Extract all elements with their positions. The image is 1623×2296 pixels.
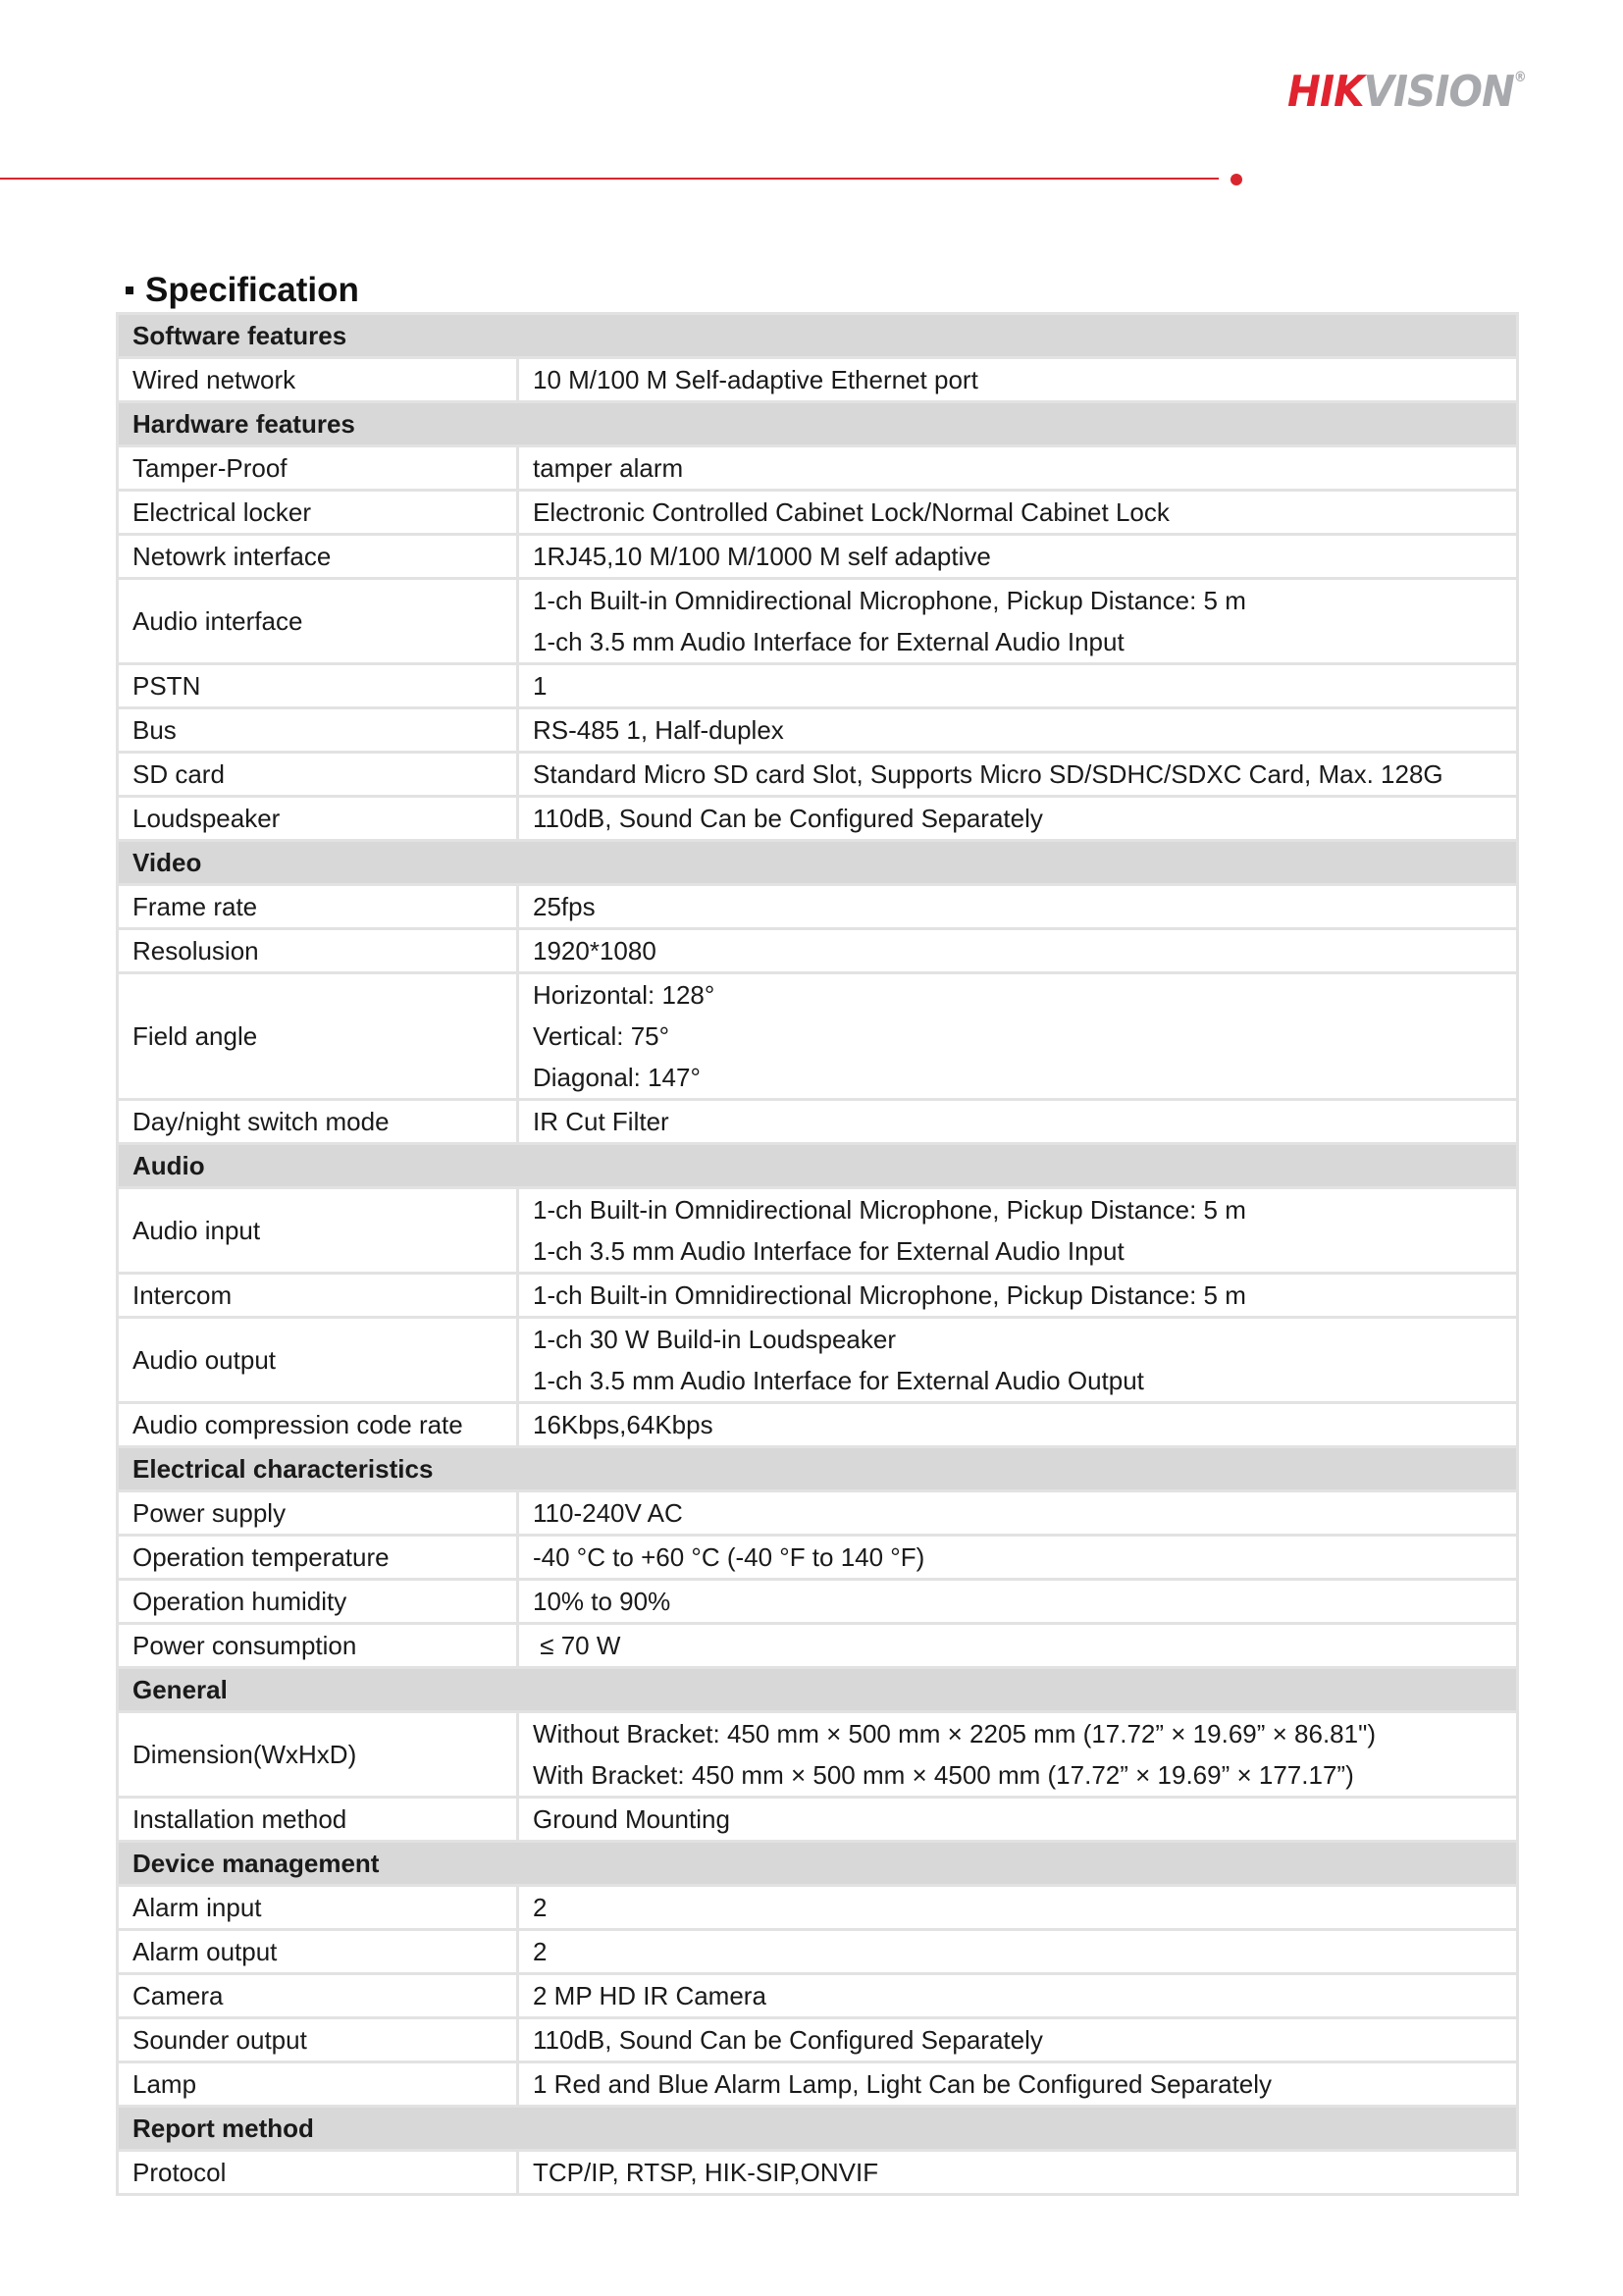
spec-value	[518, 1580, 1518, 1624]
spec-label: Audio output	[118, 1318, 518, 1403]
table-row	[118, 2151, 1518, 2195]
table-row	[118, 1712, 1518, 1798]
header-divider-line	[0, 178, 1219, 180]
spec-label: Sounder output	[118, 2018, 518, 2062]
spec-value-line: 1-ch Built-in Omnidirectional Microphone, Pickup Distance: 5 m	[533, 1280, 1246, 1310]
spec-value-line: 1-ch 3.5 mm Audio Interface for External Audio Input	[533, 627, 1125, 656]
spec-value-line: IR Cut Filter	[533, 1107, 669, 1136]
table-row	[118, 1974, 1518, 2018]
spec-value-line: 16Kbps,64Kbps	[533, 1410, 713, 1439]
spec-label: Alarm output	[118, 1930, 518, 1974]
spec-value	[518, 1886, 1518, 1930]
spec-group-title: Audio	[118, 1144, 1518, 1188]
spec-value-line: 1-ch 30 W Build-in Loudspeaker	[533, 1325, 896, 1354]
spec-label: Audio compression code rate	[118, 1403, 518, 1447]
spec-value	[518, 1491, 1518, 1536]
spec-value-line: TCP/IP, RTSP, HIK-SIP,ONVIF	[533, 2158, 879, 2187]
spec-value	[518, 535, 1518, 579]
spec-label: Dimension(WxHxD)	[118, 1712, 518, 1798]
spec-value-line: 1-ch Built-in Omnidirectional Microphone, Pickup Distance: 5 m	[533, 586, 1246, 615]
spec-label: Alarm input	[118, 1886, 518, 1930]
spec-group-title: Software features	[118, 314, 1518, 358]
table-row	[118, 1100, 1518, 1144]
spec-value	[518, 1712, 1518, 1798]
table-row	[118, 664, 1518, 708]
section-heading	[126, 267, 359, 314]
spec-value	[518, 358, 1518, 402]
section-title: Specification	[145, 271, 359, 309]
spec-value-line: 10% to 90%	[533, 1587, 671, 1616]
spec-value-line: Ground Mounting	[533, 1804, 730, 1834]
spec-value-line: Electronic Controlled Cabinet Lock/Normal Cabinet Lock	[533, 497, 1170, 527]
table-row	[118, 708, 1518, 753]
spec-value	[518, 1624, 1518, 1668]
table-row	[118, 1624, 1518, 1668]
spec-label: Protocol	[118, 2151, 518, 2195]
logo-hik-text: HIK	[1287, 67, 1364, 117]
spec-value	[518, 2018, 1518, 2062]
spec-label: Power supply	[118, 1491, 518, 1536]
bullet-square-icon	[126, 287, 133, 294]
spec-value	[518, 753, 1518, 797]
spec-value-line: 1920*1080	[533, 936, 656, 965]
spec-value-line: -40 °C to +60 °C (-40 °F to 140 °F)	[533, 1542, 925, 1572]
spec-value-line: Without Bracket: 450 mm × 500 mm × 2205 mm (17.72” × 19.69” × 86.81")	[533, 1719, 1376, 1748]
spec-group-title: Report method	[118, 2107, 1518, 2151]
spec-value-line: 1RJ45,10 M/100 M/1000 M self adaptive	[533, 542, 991, 571]
spec-label: Electrical locker	[118, 491, 518, 535]
spec-value	[518, 446, 1518, 491]
spec-value-line: ≤ 70 W	[533, 1631, 621, 1660]
spec-value-line: Horizontal: 128°	[533, 980, 715, 1010]
spec-label: Lamp	[118, 2062, 518, 2107]
table-row	[118, 973, 1518, 1100]
spec-value-line: With Bracket: 450 mm × 500 mm × 4500 mm (17.72” × 19.69” × 177.17”)	[533, 1760, 1354, 1790]
table-row	[118, 1403, 1518, 1447]
table-row	[118, 358, 1518, 402]
table-row	[118, 1536, 1518, 1580]
spec-value-line: 10 M/100 M Self-adaptive Ethernet port	[533, 365, 978, 394]
table-row	[118, 1318, 1518, 1403]
spec-value	[518, 1403, 1518, 1447]
table-row	[118, 753, 1518, 797]
table-row	[118, 2018, 1518, 2062]
spec-group-header	[118, 402, 1518, 446]
spec-value-line: Standard Micro SD card Slot, Supports Micro SD/SDHC/SDXC Card, Max. 128G	[533, 759, 1443, 789]
spec-value-line: 110dB, Sound Can be Configured Separately	[533, 804, 1043, 833]
spec-label: Day/night switch mode	[118, 1100, 518, 1144]
spec-label: Netowrk interface	[118, 535, 518, 579]
spec-label: Intercom	[118, 1274, 518, 1318]
spec-label: Frame rate	[118, 885, 518, 929]
table-row	[118, 1798, 1518, 1842]
spec-label: Operation humidity	[118, 1580, 518, 1624]
spec-label: Loudspeaker	[118, 797, 518, 841]
spec-value-line: 1	[533, 671, 548, 701]
table-row	[118, 1580, 1518, 1624]
spec-label: SD card	[118, 753, 518, 797]
spec-label: PSTN	[118, 664, 518, 708]
spec-value-line: RS-485 1, Half-duplex	[533, 715, 784, 745]
spec-label: Field angle	[118, 973, 518, 1100]
spec-group-header	[118, 314, 1518, 358]
spec-value	[518, 708, 1518, 753]
spec-value-line: 1-ch Built-in Omnidirectional Microphone, Pickup Distance: 5 m	[533, 1195, 1246, 1225]
spec-value-line: Diagonal: 147°	[533, 1063, 701, 1092]
spec-value-line: tamper alarm	[533, 453, 684, 483]
spec-group-title: Electrical characteristics	[118, 1447, 1518, 1491]
spec-label: Operation temperature	[118, 1536, 518, 1580]
table-row	[118, 535, 1518, 579]
table-row	[118, 1188, 1518, 1274]
table-row	[118, 885, 1518, 929]
spec-value-line: 2	[533, 1937, 548, 1966]
spec-value	[518, 929, 1518, 973]
table-row	[118, 1886, 1518, 1930]
table-row	[118, 491, 1518, 535]
spec-group-title: General	[118, 1668, 1518, 1712]
spec-value	[518, 885, 1518, 929]
spec-value	[518, 1974, 1518, 2018]
spec-label: Audio interface	[118, 579, 518, 664]
spec-label: Tamper-Proof	[118, 446, 518, 491]
table-row	[118, 446, 1518, 491]
spec-value	[518, 1930, 1518, 1974]
spec-value	[518, 2151, 1518, 2195]
hikvision-logo	[1287, 67, 1526, 117]
spec-group-header	[118, 1842, 1518, 1886]
table-row	[118, 1274, 1518, 1318]
spec-value	[518, 579, 1518, 664]
spec-group-header	[118, 1144, 1518, 1188]
table-row	[118, 1491, 1518, 1536]
spec-value-line: 1 Red and Blue Alarm Lamp, Light Can be Configured Separately	[533, 2069, 1273, 2099]
table-row	[118, 579, 1518, 664]
spec-group-header	[118, 841, 1518, 885]
spec-label: Installation method	[118, 1798, 518, 1842]
spec-value	[518, 1274, 1518, 1318]
header-divider-dot	[1230, 174, 1242, 185]
spec-value-line: 1-ch 3.5 mm Audio Interface for External Audio Output	[533, 1366, 1144, 1395]
spec-value-line: 2 MP HD IR Camera	[533, 1981, 766, 2010]
spec-value	[518, 2062, 1518, 2107]
table-row	[118, 797, 1518, 841]
spec-value	[518, 973, 1518, 1100]
spec-value	[518, 1318, 1518, 1403]
spec-value-line: 25fps	[533, 892, 596, 921]
spec-value	[518, 1536, 1518, 1580]
spec-value-line: 110-240V AC	[533, 1498, 683, 1528]
spec-value	[518, 491, 1518, 535]
spec-value-line: 110dB, Sound Can be Configured Separately	[533, 2025, 1043, 2055]
logo-registered-mark: ®	[1513, 70, 1526, 85]
spec-label: Camera	[118, 1974, 518, 2018]
spec-label: Power consumption	[118, 1624, 518, 1668]
spec-label: Audio input	[118, 1188, 518, 1274]
spec-label: Bus	[118, 708, 518, 753]
spec-value	[518, 1798, 1518, 1842]
spec-value	[518, 797, 1518, 841]
spec-label: Resolusion	[118, 929, 518, 973]
spec-group-header	[118, 2107, 1518, 2151]
spec-label: Wired network	[118, 358, 518, 402]
table-row	[118, 2062, 1518, 2107]
spec-value	[518, 664, 1518, 708]
spec-group-header	[118, 1447, 1518, 1491]
spec-group-title: Hardware features	[118, 402, 1518, 446]
spec-value-line: 2	[533, 1893, 548, 1922]
spec-group-header	[118, 1668, 1518, 1712]
spec-value	[518, 1188, 1518, 1274]
spec-value	[518, 1100, 1518, 1144]
specification-table	[116, 312, 1519, 2196]
spec-group-title: Video	[118, 841, 1518, 885]
spec-group-title: Device management	[118, 1842, 1518, 1886]
logo-vision-text: VISION	[1363, 67, 1514, 117]
table-row	[118, 929, 1518, 973]
table-row	[118, 1930, 1518, 1974]
spec-value-line: 1-ch 3.5 mm Audio Interface for External Audio Input	[533, 1236, 1125, 1266]
spec-value-line: Vertical: 75°	[533, 1021, 670, 1051]
